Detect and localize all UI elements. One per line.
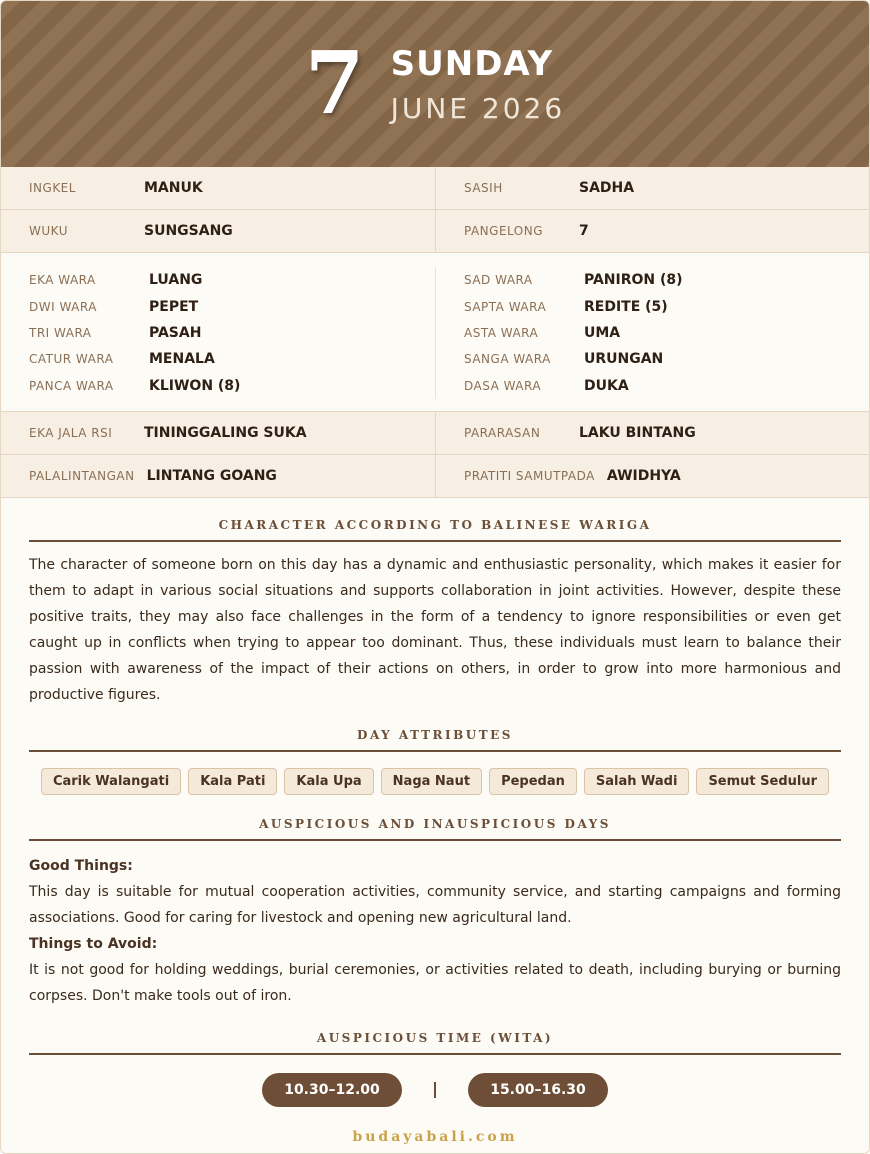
wara-label: EKA WARA <box>29 273 96 288</box>
wara-item <box>464 293 869 319</box>
wara-value: REDITE (5) <box>584 298 668 315</box>
wara-value: MENALA <box>149 351 215 368</box>
info-value: TININGGALING SUKA <box>144 424 307 441</box>
wara-item <box>29 320 435 346</box>
weekday: SUNDAY <box>390 43 554 84</box>
time-title: AUSPICIOUS TIME (WITA) <box>29 1031 841 1055</box>
wara-label: SANGA WARA <box>464 352 551 367</box>
wara-column-left <box>1 267 435 399</box>
info-label: INGKEL <box>29 181 76 195</box>
attribute-chip: Kala Upa <box>284 768 373 795</box>
wara-label: CATUR WARA <box>29 352 114 367</box>
things-to-avoid-heading: Things to Avoid: <box>29 935 158 952</box>
info-value: AWIDHYA <box>606 467 681 484</box>
wara-item <box>29 267 435 293</box>
info-value: MANUK <box>144 180 203 196</box>
wara-item <box>29 293 435 319</box>
month-year: JUNE 2026 <box>390 91 566 125</box>
wara-value: PEPET <box>149 298 199 315</box>
wara-label: SAPTA WARA <box>464 299 547 314</box>
wara-column-right <box>435 267 869 399</box>
info-label: PRATITI SAMUTPADA <box>464 468 595 483</box>
wara-label: PANCA WARA <box>29 378 114 393</box>
wara-item <box>464 346 869 372</box>
wara-value: LUANG <box>149 272 203 289</box>
time-slot: 10.30–12.00 <box>262 1073 402 1107</box>
info-cell <box>1 455 435 497</box>
days-title: AUSPICIOUS AND INAUSPICIOUS DAYS <box>29 817 841 841</box>
wara-value: URUNGAN <box>584 351 664 368</box>
site-footer: budayabali.com <box>352 1128 518 1145</box>
info-cell <box>435 455 869 497</box>
info-value: SADHA <box>579 180 635 196</box>
info-label: PALALINTANGAN <box>29 468 135 483</box>
info-cell <box>1 210 435 252</box>
info-label: SASIH <box>464 181 503 195</box>
info-value: 7 <box>579 223 589 239</box>
time-slot: 15.00–16.30 <box>468 1073 608 1107</box>
wara-label: ASTA WARA <box>464 325 539 340</box>
attribute-chip: Pepedan <box>489 768 577 795</box>
wara-item <box>29 373 435 399</box>
info-value: SUNGSANG <box>144 223 233 239</box>
info-value: LAKU BINTANG <box>579 424 696 441</box>
wara-value: PANIRON (8) <box>584 272 683 289</box>
wara-label: DASA WARA <box>464 378 542 393</box>
info-cell <box>435 167 869 209</box>
good-things-heading: Good Things: <box>29 857 133 874</box>
info-cell <box>1 167 435 209</box>
info-cell <box>435 210 869 252</box>
wara-value: UMA <box>584 324 621 341</box>
info-cell <box>435 412 869 454</box>
info-row-ingkel-sasih <box>1 167 869 210</box>
wara-value: DUKA <box>584 377 629 394</box>
info-row-wuku-pangelong <box>1 210 869 253</box>
attribute-chip: Semut Sedulur <box>696 768 829 795</box>
info-label: PARARASAN <box>464 425 541 440</box>
info-label: PANGELONG <box>464 224 544 238</box>
attribute-chip: Carik Walangati <box>41 768 181 795</box>
wara-label: DWI WARA <box>29 299 97 314</box>
info-value: LINTANG GOANG <box>146 467 277 484</box>
wara-item <box>464 373 869 399</box>
wara-item <box>464 267 869 293</box>
things-to-avoid-text: It is not good for holding weddings, burial ceremonies, or activities related to death, including burying or burning corpses. Don't make tools out of iron. <box>29 961 841 1004</box>
good-things-text: This day is suitable for mutual cooperation activities, community service, and starting campaigns and forming associations. Good for caring for livestock and opening new agricultural land. <box>29 883 841 926</box>
wara-item <box>464 320 869 346</box>
wara-label: TRI WARA <box>29 325 92 340</box>
character-text: The character of someone born on this day has a dynamic and enthusiastic personality, which makes it easier for them to adapt in various social situations and supports collaboration in joint activities. However, despite these positive traits, they may also face challenges in the form of a tendency to ignore responsibilities or even get caught up in conflicts when trying to appear too dominant. Thus, these individuals must learn to balance their passion with awareness of the impact of their actions on others, in order to grow into more harmonious and productive figures. <box>29 556 841 703</box>
info-row-palalintangan-pratiti <box>1 455 869 498</box>
info-cell <box>1 412 435 454</box>
attribute-chip: Kala Pati <box>188 768 277 795</box>
attribute-list <box>1 768 869 795</box>
attribute-chip: Salah Wadi <box>584 768 690 795</box>
info-label: WUKU <box>29 224 68 238</box>
attributes-title: DAY ATTRIBUTES <box>29 728 841 752</box>
date-text <box>391 44 566 125</box>
attribute-chip: Naga Naut <box>381 768 482 795</box>
info-row-jala-pararasan <box>1 412 869 455</box>
time-slots <box>1 1073 869 1107</box>
wara-label: SAD WARA <box>464 273 533 288</box>
wara-value: PASAH <box>149 324 202 341</box>
info-label: EKA JALA RSI <box>29 425 113 440</box>
character-title: CHARACTER ACCORDING TO BALINESE WARIGA <box>29 518 841 542</box>
day-number: 7 <box>304 33 365 134</box>
wara-item <box>29 346 435 372</box>
time-separator <box>434 1082 436 1098</box>
wara-value: KLIWON (8) <box>149 377 241 394</box>
date-header <box>1 1 869 167</box>
wara-table <box>1 253 869 412</box>
